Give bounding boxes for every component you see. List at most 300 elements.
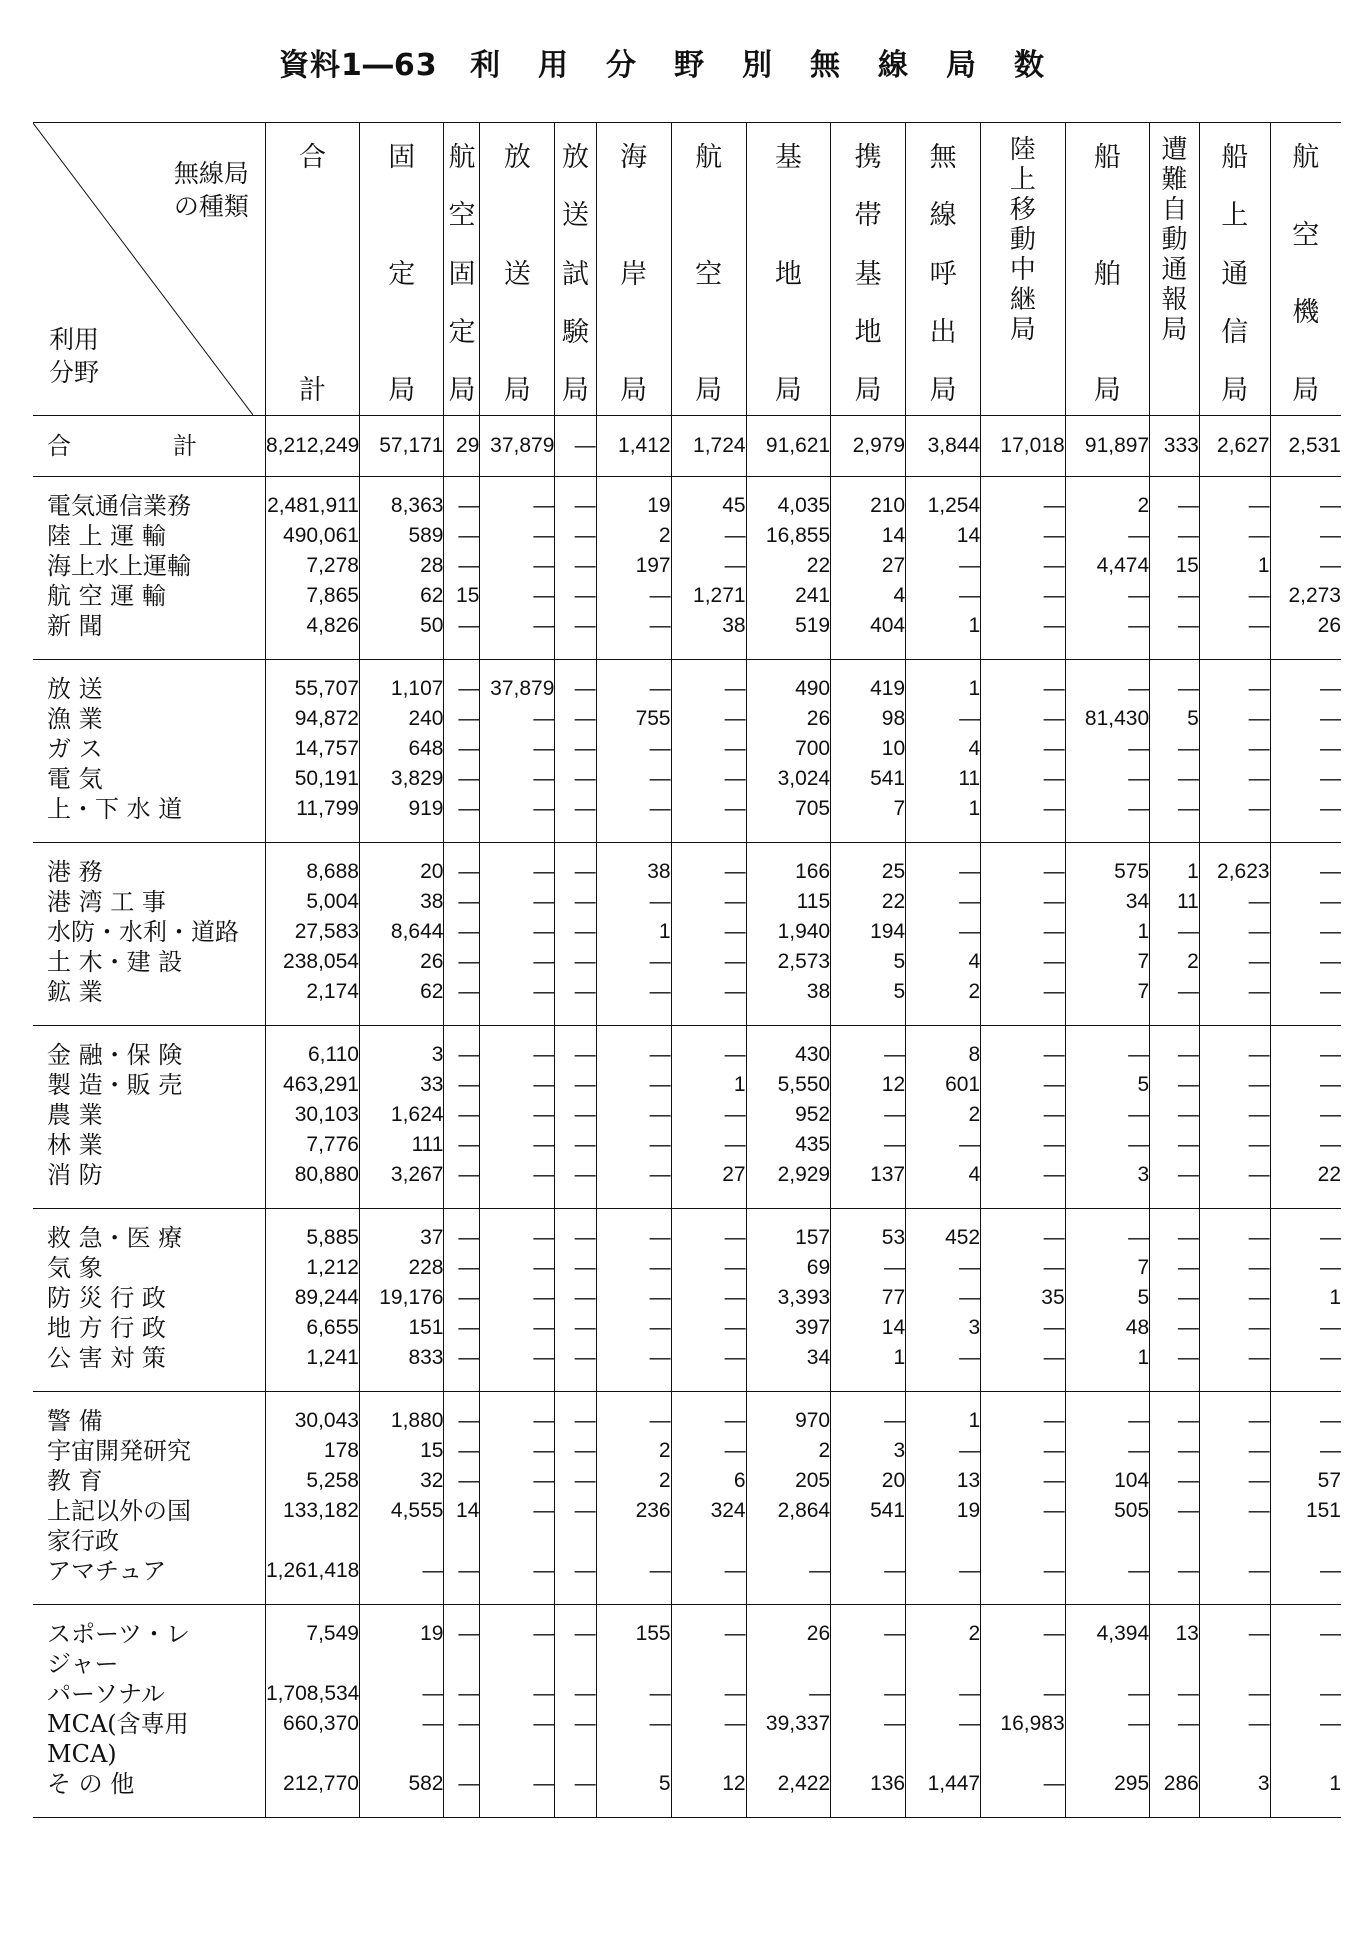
cell-broadcast: 37,879	[480, 416, 555, 477]
cell-total: 5,004	[265, 887, 359, 917]
cell-aero_fixed: —	[444, 1709, 480, 1739]
cell-aero: —	[671, 1253, 746, 1283]
cell-base: —	[746, 1679, 831, 1709]
table-row	[33, 477, 1341, 522]
cell-onboard: —	[1199, 1343, 1270, 1392]
row-label: 土 木・建 設	[47, 948, 183, 976]
table-row	[33, 660, 1341, 705]
cell-ship: 3	[1065, 1160, 1150, 1209]
cell-paging	[906, 1739, 981, 1769]
cell-aero	[671, 1649, 746, 1679]
cell-paging: 2	[906, 977, 981, 1026]
column-header-portable_base	[831, 123, 906, 416]
cell-aero_fixed: —	[444, 1100, 480, 1130]
cell-total: 80,880	[265, 1160, 359, 1209]
cell-coast: 2	[596, 521, 671, 551]
page-title	[0, 40, 1361, 84]
cell-portable_base: 10	[831, 734, 906, 764]
column-header-text	[1066, 123, 1150, 415]
cell-aero: —	[671, 1343, 746, 1392]
cell-coast: 1,412	[596, 416, 671, 477]
header-char: 呼	[929, 258, 957, 290]
cell-land_relay: —	[981, 1466, 1066, 1496]
row-label: スポーツ・レ	[47, 1620, 191, 1648]
cell-fixed: 50	[359, 611, 444, 660]
cell-land_relay: —	[981, 477, 1066, 522]
cell-land_relay: —	[981, 660, 1066, 705]
cell-land_relay: —	[981, 917, 1066, 947]
cell-onboard: —	[1199, 1313, 1270, 1343]
cell-paging: 4	[906, 947, 981, 977]
cell-land_relay: —	[981, 1679, 1066, 1709]
cell-ship: —	[1065, 1209, 1150, 1254]
cell-aero_fixed: —	[444, 887, 480, 917]
cell-portable_base: 53	[831, 1209, 906, 1254]
cell-land_relay: —	[981, 704, 1066, 734]
table-row	[33, 1392, 1341, 1437]
cell-epirb	[1150, 1739, 1200, 1769]
cell-base: 16,855	[746, 521, 831, 551]
cell-aircraft: —	[1270, 1209, 1341, 1254]
column-header-aircraft	[1270, 123, 1341, 416]
header-corner	[33, 123, 265, 416]
cell-paging: 2	[906, 1100, 981, 1130]
cell-land_relay: —	[981, 1313, 1066, 1343]
cell-bc_test: —	[555, 734, 596, 764]
cell-epirb: —	[1150, 1392, 1200, 1437]
cell-paging: 3,844	[906, 416, 981, 477]
cell-land_relay: 35	[981, 1283, 1066, 1313]
cell-coast: —	[596, 1343, 671, 1392]
cell-onboard: —	[1199, 1605, 1270, 1650]
cell-aero: —	[671, 917, 746, 947]
cell-portable_base: 194	[831, 917, 906, 947]
cell-onboard: —	[1199, 977, 1270, 1026]
header-char: 局	[388, 375, 416, 406]
cell-aircraft: 57	[1270, 1466, 1341, 1496]
cell-onboard: —	[1199, 1436, 1270, 1466]
cell-total: 2,481,911	[265, 477, 359, 522]
cell-bc_test: —	[555, 551, 596, 581]
cell-bc_test: —	[555, 1436, 596, 1466]
cell-coast: —	[596, 611, 671, 660]
header-char: 局	[695, 375, 723, 406]
column-header-text	[906, 123, 980, 415]
column-header-text	[1200, 123, 1270, 415]
cell-fixed: 919	[359, 794, 444, 843]
cell-epirb: —	[1150, 1130, 1200, 1160]
cell-base: 2,929	[746, 1160, 831, 1209]
cell-fixed: 151	[359, 1313, 444, 1343]
cell-aero: —	[671, 977, 746, 1026]
cell-base: 952	[746, 1100, 831, 1130]
header-char: 空	[448, 200, 476, 232]
cell-coast: —	[596, 1392, 671, 1437]
cell-epirb: 15	[1150, 551, 1200, 581]
column-header-epirb	[1150, 123, 1200, 416]
row-label: 家行政	[47, 1527, 119, 1555]
header-char: 船	[1093, 142, 1121, 173]
cell-epirb: —	[1150, 581, 1200, 611]
cell-epirb: 11	[1150, 887, 1200, 917]
cell-paging: 1,254	[906, 477, 981, 522]
cell-epirb: —	[1150, 660, 1200, 705]
cell-total	[265, 1649, 359, 1679]
row-label: 林 業	[47, 1131, 103, 1159]
cell-aero: —	[671, 1679, 746, 1709]
cell-paging: 14	[906, 521, 981, 551]
cell-aircraft: —	[1270, 521, 1341, 551]
cell-base: 38	[746, 977, 831, 1026]
cell-ship: 505	[1065, 1496, 1150, 1526]
table-row	[33, 581, 1341, 611]
header-char: 局	[562, 375, 589, 406]
cell-ship: —	[1065, 764, 1150, 794]
header-char: 中	[1009, 255, 1036, 285]
cell-ship: 7	[1065, 1253, 1150, 1283]
cell-ship: 48	[1065, 1313, 1150, 1343]
cell-coast: —	[596, 764, 671, 794]
table-row	[33, 1496, 1341, 1526]
cell-ship: —	[1065, 734, 1150, 764]
table-row	[33, 843, 1341, 888]
cell-fixed: 3,829	[359, 764, 444, 794]
row-label: 放 送	[47, 675, 103, 703]
header-char: 移	[1009, 195, 1036, 225]
cell-portable_base: 77	[831, 1283, 906, 1313]
row-label: 陸 上 運 輸	[47, 522, 166, 550]
cell-bc_test: —	[555, 1343, 596, 1392]
cell-base	[746, 1526, 831, 1556]
cell-portable_base: —	[831, 1709, 906, 1739]
table-row	[33, 734, 1341, 764]
row-label: 地 方 行 政	[47, 1314, 166, 1342]
cell-bc_test: —	[555, 1769, 596, 1818]
column-header-land_relay	[981, 123, 1066, 416]
cell-aero_fixed: 15	[444, 581, 480, 611]
cell-land_relay: —	[981, 1436, 1066, 1466]
cell-epirb	[1150, 1526, 1200, 1556]
cell-aero: —	[671, 1605, 746, 1650]
row-label: ジャー	[47, 1650, 119, 1678]
cell-epirb: —	[1150, 1343, 1200, 1392]
cell-fixed: —	[359, 1556, 444, 1605]
cell-aircraft: —	[1270, 551, 1341, 581]
cell-aircraft: —	[1270, 1605, 1341, 1650]
cell-paging: 1,447	[906, 1769, 981, 1818]
cell-broadcast: —	[480, 551, 555, 581]
row-label: 航 空 運 輸	[47, 582, 166, 610]
cell-epirb: —	[1150, 1313, 1200, 1343]
cell-land_relay: 16,983	[981, 1709, 1066, 1739]
cell-fixed: —	[359, 1709, 444, 1739]
cell-land_relay: —	[981, 1100, 1066, 1130]
cell-aircraft: 26	[1270, 611, 1341, 660]
header-char: 送	[562, 200, 589, 232]
cell-broadcast: —	[480, 947, 555, 977]
table-row	[33, 611, 1341, 660]
cell-base: 2,864	[746, 1496, 831, 1526]
cell-coast: —	[596, 1253, 671, 1283]
cell-portable_base: 4	[831, 581, 906, 611]
header-char: 送	[503, 258, 531, 290]
cell-total: 8,688	[265, 843, 359, 888]
cell-land_relay: 17,018	[981, 416, 1066, 477]
cell-paging: 452	[906, 1209, 981, 1254]
cell-portable_base	[831, 1739, 906, 1769]
cell-portable_base: 25	[831, 843, 906, 888]
cell-base: 397	[746, 1313, 831, 1343]
cell-aero: 6	[671, 1466, 746, 1496]
cell-aircraft: —	[1270, 660, 1341, 705]
cell-broadcast: —	[480, 1436, 555, 1466]
cell-base: —	[746, 1556, 831, 1605]
cell-base: 157	[746, 1209, 831, 1254]
cell-bc_test: —	[555, 1392, 596, 1437]
cell-aero: 38	[671, 611, 746, 660]
cell-broadcast: —	[480, 704, 555, 734]
header-char: 地	[854, 316, 882, 348]
cell-coast: —	[596, 794, 671, 843]
cell-portable_base: —	[831, 1253, 906, 1283]
cell-total: 7,865	[265, 581, 359, 611]
cell-fixed: 62	[359, 581, 444, 611]
cell-aero_fixed: —	[444, 843, 480, 888]
header-char: 航	[1292, 142, 1320, 173]
cell-aircraft: 2,531	[1270, 416, 1341, 477]
cell-land_relay: —	[981, 581, 1066, 611]
column-header-text	[360, 123, 444, 415]
cell-coast: —	[596, 1026, 671, 1071]
cell-paging	[906, 1649, 981, 1679]
cell-broadcast: —	[480, 794, 555, 843]
cell-broadcast	[480, 1649, 555, 1679]
cell-fixed: 28	[359, 551, 444, 581]
cell-ship: —	[1065, 794, 1150, 843]
cell-bc_test: —	[555, 764, 596, 794]
corner-usage-field	[49, 323, 99, 389]
cell-aero_fixed: —	[444, 1070, 480, 1100]
cell-coast	[596, 1526, 671, 1556]
cell-aero_fixed: —	[444, 1160, 480, 1209]
cell-bc_test	[555, 1739, 596, 1769]
cell-land_relay: —	[981, 1769, 1066, 1818]
cell-coast: 2	[596, 1436, 671, 1466]
cell-aircraft: —	[1270, 1313, 1341, 1343]
cell-epirb: —	[1150, 1556, 1200, 1605]
cell-base: 700	[746, 734, 831, 764]
cell-total: 30,103	[265, 1100, 359, 1130]
cell-base: 3,024	[746, 764, 831, 794]
column-header-text	[981, 123, 1065, 415]
cell-base: 39,337	[746, 1709, 831, 1739]
cell-aircraft: —	[1270, 917, 1341, 947]
cell-aero_fixed: —	[444, 1130, 480, 1160]
cell-portable_base: 14	[831, 1313, 906, 1343]
cell-aero_fixed: —	[444, 521, 480, 551]
column-header-aero_fixed	[444, 123, 480, 416]
cell-bc_test: —	[555, 1556, 596, 1605]
cell-broadcast: —	[480, 1769, 555, 1818]
cell-onboard: —	[1199, 1100, 1270, 1130]
cell-portable_base: 20	[831, 1466, 906, 1496]
cell-broadcast: —	[480, 1209, 555, 1254]
cell-coast: —	[596, 947, 671, 977]
cell-land_relay: —	[981, 1130, 1066, 1160]
row-label: 上記以外の国	[47, 1497, 191, 1525]
cell-portable_base: —	[831, 1605, 906, 1650]
cell-bc_test: —	[555, 887, 596, 917]
cell-land_relay: —	[981, 521, 1066, 551]
cell-total: 212,770	[265, 1769, 359, 1818]
cell-aero_fixed: —	[444, 1392, 480, 1437]
cell-coast: 38	[596, 843, 671, 888]
cell-base: 22	[746, 551, 831, 581]
cell-coast: 236	[596, 1496, 671, 1526]
cell-onboard: —	[1199, 704, 1270, 734]
cell-aero: —	[671, 843, 746, 888]
cell-total: 7,549	[265, 1605, 359, 1650]
cell-fixed: 582	[359, 1769, 444, 1818]
table-row	[33, 977, 1341, 1026]
cell-base: 115	[746, 887, 831, 917]
cell-onboard: —	[1199, 887, 1270, 917]
cell-land_relay: —	[981, 1253, 1066, 1283]
cell-ship: —	[1065, 521, 1150, 551]
cell-total: 89,244	[265, 1283, 359, 1313]
header-char: 験	[562, 316, 589, 348]
cell-coast: —	[596, 887, 671, 917]
cell-paging: 11	[906, 764, 981, 794]
row-label: 製 造・販 売	[47, 1071, 183, 1099]
cell-paging: 8	[906, 1026, 981, 1071]
cell-base: 69	[746, 1253, 831, 1283]
header-char: 定	[388, 258, 416, 290]
cell-aero: 1	[671, 1070, 746, 1100]
cell-ship: —	[1065, 1679, 1150, 1709]
header-char: 動	[1009, 225, 1036, 255]
cell-onboard: 3	[1199, 1769, 1270, 1818]
cell-aircraft: 2,273	[1270, 581, 1341, 611]
row-label: パーソナル	[47, 1680, 165, 1708]
cell-fixed: 240	[359, 704, 444, 734]
cell-aero_fixed: —	[444, 611, 480, 660]
cell-portable_base: 3	[831, 1436, 906, 1466]
cell-aero: —	[671, 1026, 746, 1071]
column-header-text	[831, 123, 905, 415]
cell-onboard: —	[1199, 1160, 1270, 1209]
cell-fixed: 19	[359, 1605, 444, 1650]
cell-portable_base: 541	[831, 764, 906, 794]
cell-land_relay: —	[981, 794, 1066, 843]
cell-broadcast: —	[480, 1283, 555, 1313]
cell-ship: 34	[1065, 887, 1150, 917]
cell-portable_base: 2,979	[831, 416, 906, 477]
cell-aero: 45	[671, 477, 746, 522]
cell-fixed: 37	[359, 1209, 444, 1254]
cell-total: 463,291	[265, 1070, 359, 1100]
cell-ship: —	[1065, 1130, 1150, 1160]
cell-onboard: —	[1199, 660, 1270, 705]
cell-portable_base: 404	[831, 611, 906, 660]
cell-aero: —	[671, 551, 746, 581]
cell-bc_test: —	[555, 611, 596, 660]
cell-total: 14,757	[265, 734, 359, 764]
cell-ship: —	[1065, 1436, 1150, 1466]
cell-bc_test: —	[555, 1100, 596, 1130]
table-row	[33, 1605, 1341, 1650]
cell-ship: —	[1065, 660, 1150, 705]
row-label: 警 備	[47, 1407, 103, 1435]
table-row	[33, 1709, 1341, 1739]
table-row	[33, 1649, 1341, 1679]
cell-fixed: 833	[359, 1343, 444, 1392]
cell-aero_fixed: —	[444, 660, 480, 705]
cell-fixed: 1,880	[359, 1392, 444, 1437]
cell-aero_fixed: —	[444, 1769, 480, 1818]
header-char: 試	[562, 258, 589, 290]
cell-broadcast: —	[480, 887, 555, 917]
cell-coast	[596, 1739, 671, 1769]
table-row	[33, 1253, 1341, 1283]
cell-aero_fixed	[444, 1649, 480, 1679]
header-char: 局	[1009, 315, 1036, 345]
cell-coast: 2	[596, 1466, 671, 1496]
header-char: 基	[774, 142, 802, 173]
cell-fixed	[359, 1526, 444, 1556]
row-label: 鉱 業	[33, 977, 265, 1026]
cell-broadcast: 37,879	[480, 660, 555, 705]
cell-fixed: 32	[359, 1466, 444, 1496]
title-prefix: 資料1―63	[278, 48, 438, 83]
cell-aircraft: —	[1270, 947, 1341, 977]
cell-aero: —	[671, 704, 746, 734]
column-header-text	[1271, 123, 1341, 415]
cell-broadcast: —	[480, 1070, 555, 1100]
cell-broadcast: —	[480, 1253, 555, 1283]
row-label: 水防・水利・道路	[47, 918, 239, 946]
cell-land_relay: —	[981, 551, 1066, 581]
header-char: 岸	[620, 258, 648, 290]
header-char: 局	[1292, 374, 1320, 406]
column-header-base	[746, 123, 831, 416]
cell-epirb: —	[1150, 521, 1200, 551]
cell-epirb: —	[1150, 1160, 1200, 1209]
cell-bc_test: —	[555, 1130, 596, 1160]
cell-portable_base: —	[831, 1026, 906, 1071]
column-header-ship	[1065, 123, 1150, 416]
cell-paging: 4	[906, 1160, 981, 1209]
header-char: 局	[1221, 375, 1249, 406]
cell-onboard: —	[1199, 947, 1270, 977]
cell-broadcast: —	[480, 521, 555, 551]
header-char: 固	[388, 142, 416, 173]
table-row	[33, 794, 1341, 843]
cell-land_relay	[981, 1526, 1066, 1556]
cell-land_relay: —	[981, 1209, 1066, 1254]
cell-onboard: —	[1199, 1679, 1270, 1709]
cell-coast	[596, 1649, 671, 1679]
cell-aero_fixed: 29	[444, 416, 480, 477]
cell-aero: —	[671, 1283, 746, 1313]
table-row	[33, 1769, 1341, 1818]
cell-fixed: 589	[359, 521, 444, 551]
cell-aircraft: —	[1270, 734, 1341, 764]
cell-paging: 1	[906, 794, 981, 843]
cell-aircraft: —	[1270, 1100, 1341, 1130]
row-label: 農 業	[47, 1101, 103, 1129]
cell-coast: —	[596, 1070, 671, 1100]
